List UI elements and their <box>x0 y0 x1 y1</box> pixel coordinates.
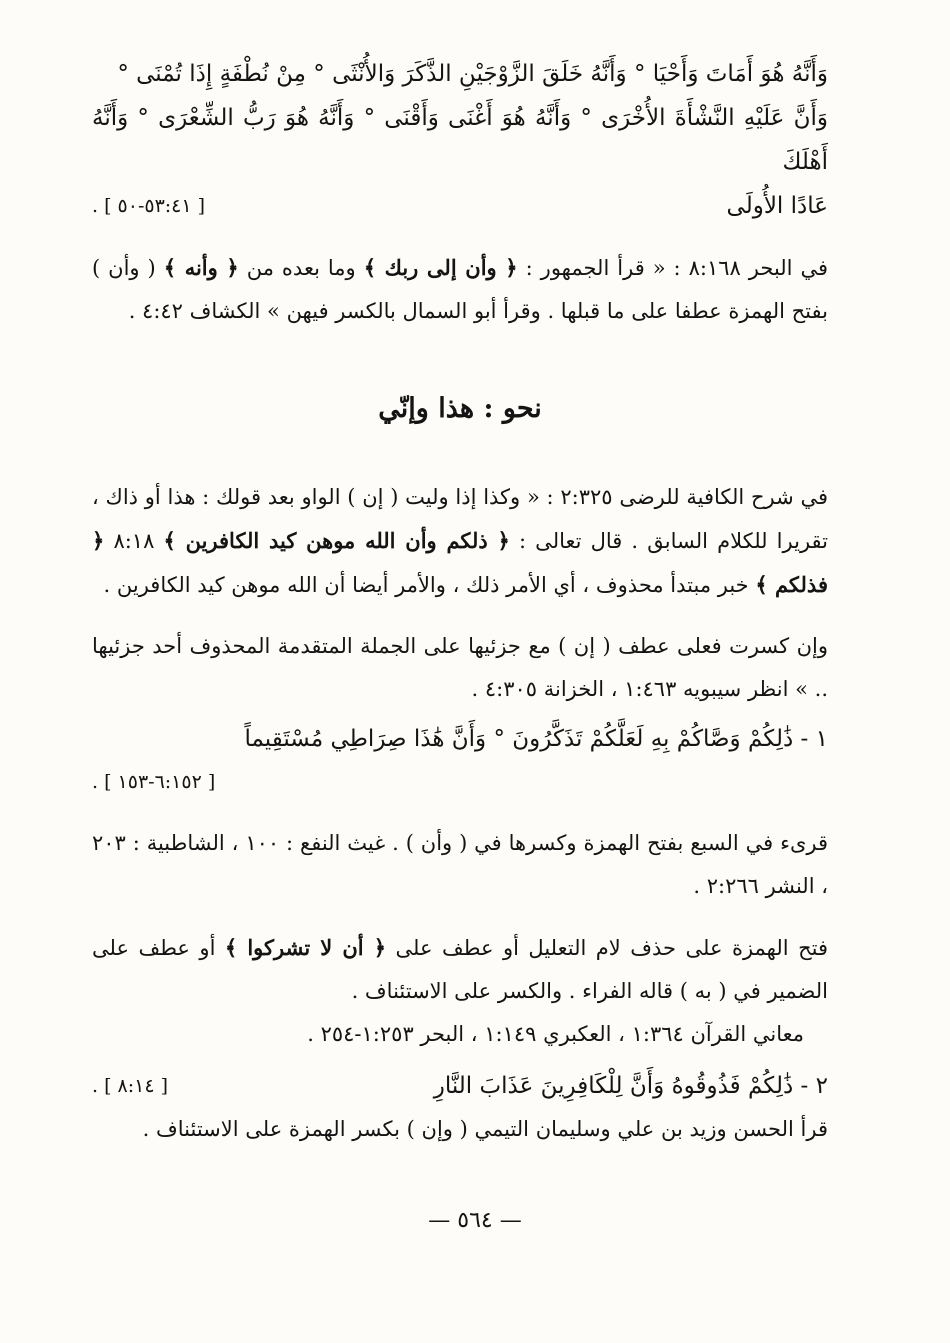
bahr-paragraph <box>92 246 828 333</box>
radi-quote-1: ﴿ ذلكم وأن الله موهن كيد الكافرين ﴾ <box>163 528 510 553</box>
radi-text-2: ٨:١٨ <box>113 529 155 553</box>
example-2-reference: [ ٨:١٤ ] . <box>92 1075 169 1097</box>
radi-text-3: خبر مبتدأ محذوف ، أي الأمر ذلك ، والأمر أيضا أن الله موهن كيد الكافرين . <box>103 573 749 597</box>
example-1 <box>92 717 828 804</box>
verse-reference: [ ٥٣:٤١-٥٠ ] . <box>92 195 206 217</box>
verse-line-3-text: عَادًا الأُولَى <box>726 193 828 219</box>
hasan-line: قرأ الحسن وزيد بن علي وسليمان التيمي ( وإن ) بكسر الهمزة على الاستئناف . <box>142 1117 828 1141</box>
fath-text-2: أو عطف على الضمير في ( به ) قاله الفراء . والكسر على الاستئناف . <box>92 936 828 1003</box>
verse-line-3 <box>92 184 828 228</box>
verse-line-2: وَأَنَّ عَلَيْهِ النَّشْأَةَ الأُخْرَى ° وَأَنَّهُ هُوَ أَغْنَى وَأَقْنَى ° وَأَنَّهُ هُوَ رَبُّ الشِّعْرَى ° وَأَنَّهُ أَهْلَكَ <box>92 105 828 175</box>
radi-paragraph <box>92 476 828 607</box>
page-number: — ٥٦٤ — <box>428 1208 522 1233</box>
example-2-verse: ٢ - ذَٰلِكُمْ فَذُوقُوهُ وَأَنَّ لِلْكَافِرِينَ عَذَابَ النَّارِ <box>433 1073 828 1099</box>
bahr-text-2: وما بعده من <box>246 256 356 280</box>
bahr-text-1: في البحر ٨:١٦٨ : « قرأ الجمهور : <box>525 256 829 280</box>
fath-text-1: فتح الهمزة على حذف لام التعليل أو عطف على <box>395 936 828 960</box>
example-1-reference: [ ٦:١٥٢-١٥٣ ] . <box>92 771 216 793</box>
example-2 <box>92 1064 828 1108</box>
fath-paragraph <box>92 926 828 1013</box>
kasr-paragraph: وإن كسرت فعلى عطف ( إن ) مع جزئيها على الجملة المتقدمة المحذوف أحد جزئيها .. » انظر سيبويه ١:٤٦٣ ، الخزانة ٤:٣٠٥ . <box>92 634 828 701</box>
section-title: نحو : هذا وإنّي <box>378 393 542 424</box>
bahr-quote-1: ﴿ وأن إلى ربك ﴾ <box>363 255 518 280</box>
sab-paragraph: قرىء في السبع بفتح الهمزة وكسرها في ( وأن ) . غيث النفع : ١٠٠ ، الشاطبية : ٢٠٣ ، النشر ٢:٢٦٦ . <box>92 831 829 898</box>
example-1-verse: ١ - ذَٰلِكُمْ وَصَّاكُمْ بِهِ لَعَلَّكُمْ تَذَكَّرُونَ ° وَأَنَّ هَٰذَا صِرَاطِي مُسْتَقِيماً <box>244 726 828 752</box>
radi-text-1: في شرح الكافية للرضى ٢:٣٢٥ : « وكذا إذا وليت ( إن ) الواو بعد قولك : هذا أو ذاك ، تقريرا للكلام السابق . قال تعالى : <box>92 485 828 553</box>
fath-quote-1: ﴿ أن لا تشركوا ﴾ <box>224 935 387 960</box>
maani-line: معاني القرآن ١:٣٦٤ ، العكبري ١:١٤٩ ، البحر ١:٢٥٣-٢٥٤ . <box>307 1022 804 1046</box>
bahr-quote-2: ﴿ وأنه ﴾ <box>163 255 239 280</box>
radi-quote-2: ﴿ فذلكم ﴾ <box>92 528 828 597</box>
bahr-text-3: ( وأن ) بفتح الهمزة عطفا على ما قبلها . وقرأ أبو السمال بالكسر فيهن » الكشاف ٤:٤٢ . <box>92 256 828 323</box>
verse-line-1: وَأَنَّهُ هُوَ أَمَاتَ وَأَحْيَا ° وَأَنَّهُ خَلَقَ الزَّوْجَيْنِ الذَّكَرَ وَالأُنْثَى ° مِنْ نُطْفَةٍ إِذَا تُمْنَى ° <box>117 61 828 87</box>
top-verses <box>92 52 828 228</box>
